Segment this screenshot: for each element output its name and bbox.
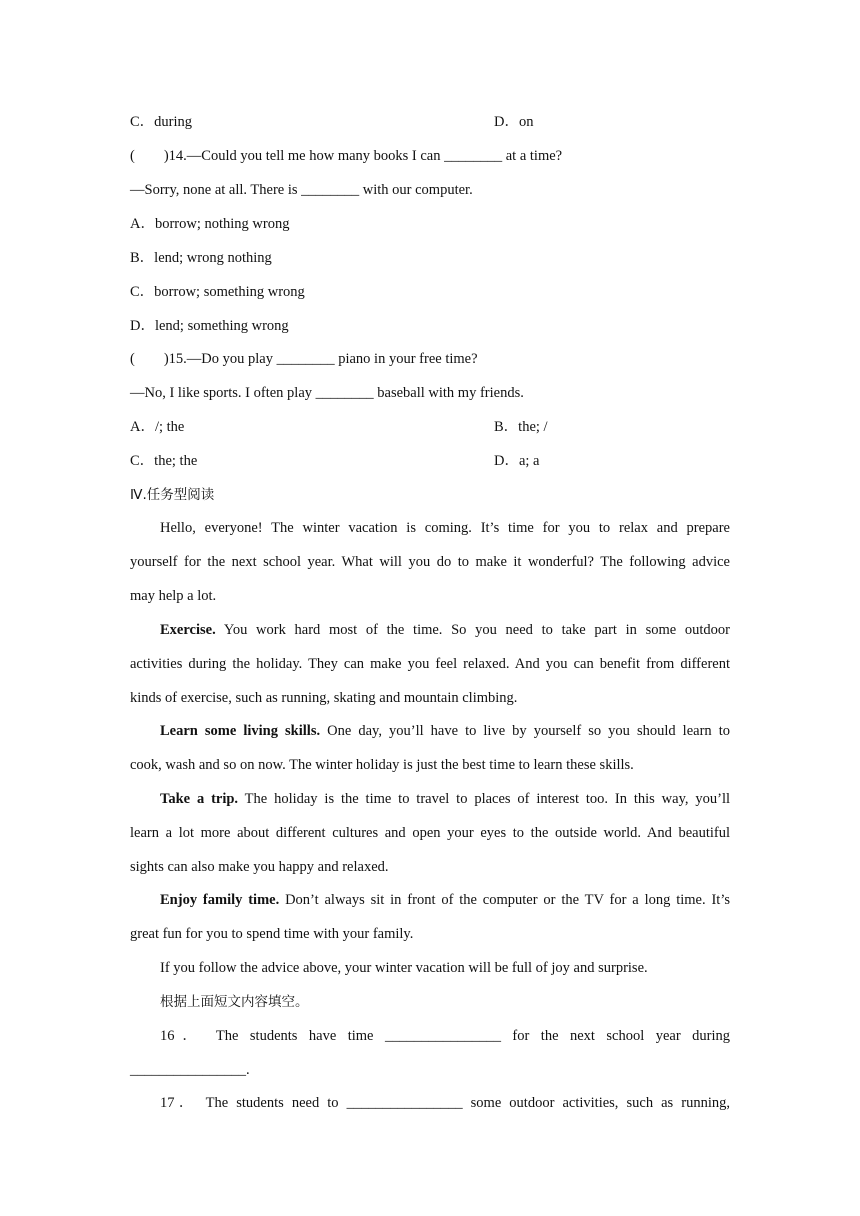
skills-text: One day, you’ll have to live by yourself so you should learn to — [320, 723, 730, 739]
family-line-1 — [160, 890, 730, 910]
q16-line-2: ________________. — [130, 1062, 250, 1078]
family-heading: Enjoy family time. — [160, 892, 280, 908]
family-line-2: great fun for you to spend time with your family. — [130, 926, 414, 942]
q14-reply: —Sorry, none at all. There is ________ with our computer. — [130, 182, 473, 198]
q14-option-d: D．lend; something wrong — [130, 318, 289, 334]
intro-line-1: Hello, everyone! The winter vacation is coming. It’s time for you to relax and prepare — [160, 520, 730, 536]
intro-line-2: yourself for the next school year. What will you do to make it wonderful? The following advice — [130, 554, 730, 570]
exercise-line-3: kinds of exercise, such as running, skating and mountain climbing. — [130, 690, 518, 706]
exercise-text: You work hard most of the time. So you need to take part in some outdoor — [215, 622, 730, 638]
q13-option-c: C．during — [130, 114, 193, 130]
section-heading: Ⅳ.任务型阅读 — [130, 487, 215, 503]
exercise-line-1 — [160, 620, 730, 640]
q17-line-1: 17． The students need to ________________ some outdoor activities, such as running, — [160, 1095, 730, 1111]
skills-line-2: cook, wash and so on now. The winter holiday is just the best time to learn these skills. — [130, 757, 634, 773]
q14-option-b: B．lend; wrong nothing — [130, 250, 272, 266]
q14-option-a: A．borrow; nothing wrong — [130, 216, 290, 232]
q15-stem: ( )15.—Do you play ________ piano in your free time? — [130, 351, 478, 367]
trip-line-1 — [160, 789, 730, 809]
q15-reply: —No, I like sports. I often play ________ baseball with my friends. — [130, 385, 524, 401]
trip-text: The holiday is the time to travel to places of interest too. In this way, you’ll — [238, 791, 731, 807]
intro-line-3: may help a lot. — [130, 588, 217, 604]
q14-stem: ( )14.—Could you tell me how many books I can ________ at a time? — [130, 148, 563, 164]
family-text: Don’t always sit in front of the computer or the TV for a long time. It’s — [279, 892, 730, 908]
q15-option-c: C．the; the — [130, 453, 198, 469]
instruction: 根据上面短文内容填空。 — [160, 994, 309, 1010]
exercise-heading: Exercise. — [160, 622, 216, 638]
trip-heading: Take a trip. — [160, 791, 239, 807]
q16-line-1: 16． The students have time ________________ for the next school year during — [160, 1028, 730, 1044]
q14-option-c: C．borrow; something wrong — [130, 284, 305, 300]
skills-line-1 — [160, 721, 730, 741]
q15-option-a: A．/; the — [130, 419, 185, 435]
q15-option-d: D．a; a — [494, 453, 540, 469]
trip-line-2: learn a lot more about different cultures and open your eyes to the outside world. And beautiful — [130, 825, 730, 841]
q13-option-d: D．on — [494, 114, 534, 130]
trip-line-3: sights can also make you happy and relaxed. — [130, 859, 389, 875]
exercise-line-2: activities during the holiday. They can make you feel relaxed. And you can benefit from different — [130, 656, 730, 672]
conclusion: If you follow the advice above, your winter vacation will be full of joy and surprise. — [160, 960, 648, 976]
q15-option-b: B．the; / — [494, 419, 548, 435]
skills-heading: Learn some living skills. — [160, 723, 321, 739]
